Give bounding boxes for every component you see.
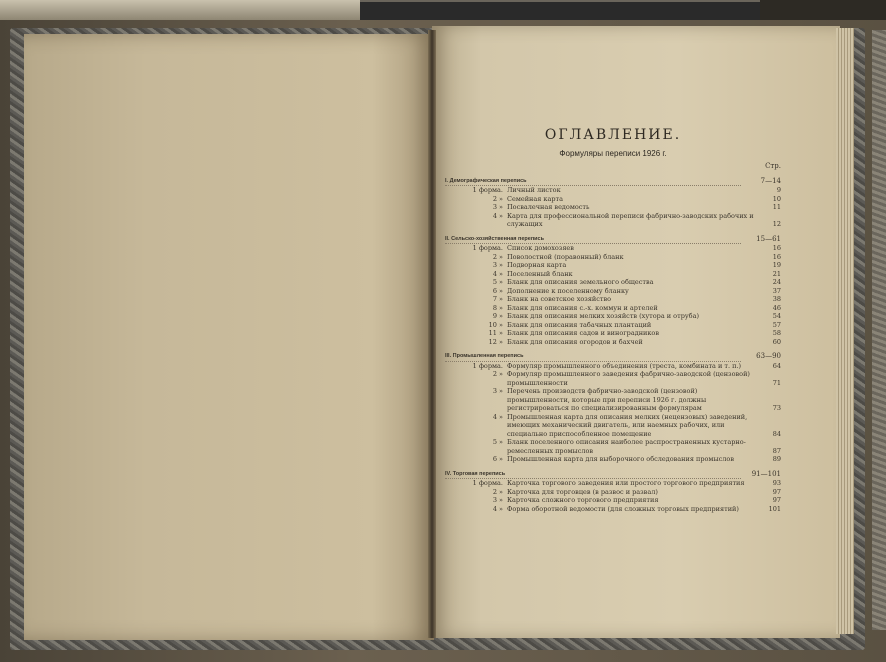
toc-entry	[445, 287, 781, 296]
entry-title: Карточка для торговцев (в развос и развал)	[507, 487, 658, 496]
entry-page: 16	[772, 244, 781, 252]
toc-entry	[445, 387, 781, 413]
entry-title: Бланк для описания с.-х. коммун и артелей	[507, 303, 658, 312]
entry-page: 87	[772, 446, 781, 455]
entry-title: Карточка сложного торгового предприятия	[507, 496, 659, 504]
entry-form-number: 6 »	[492, 286, 503, 295]
entry-page: 58	[772, 329, 781, 337]
entry-page: 12	[772, 220, 781, 228]
entry-title: Промышленная карта для выборочного обследования промыслов	[507, 455, 734, 463]
entry-title: Поволостной (поравонный) бланк	[507, 252, 624, 261]
entry-form-number: 2 »	[492, 370, 503, 378]
entry-page: 11	[772, 203, 781, 211]
toc-entry	[445, 270, 781, 279]
entry-form-number: 4 »	[492, 269, 503, 278]
entry-title: Дополнение к поселенному бланку	[507, 286, 629, 295]
toc-sections	[445, 177, 781, 514]
toc-entry	[445, 195, 781, 204]
entry-form-number: 1 форма.	[472, 479, 503, 487]
toc-entry	[445, 244, 781, 253]
entry-form-number: 4 »	[492, 412, 503, 421]
toc-entry	[445, 438, 781, 455]
entry-page: 37	[772, 286, 781, 295]
toc-entry	[445, 278, 781, 287]
entry-page: 71	[772, 378, 781, 387]
entry-page: 93	[772, 479, 781, 487]
entry-title: Поселенный бланк	[507, 269, 573, 278]
entry-title: Формуляр промышленного заведения фабрично-заводской (цензовой) промышленности	[507, 370, 750, 387]
toc-title: ОГЛАВЛЕНИЕ.	[544, 127, 682, 143]
entry-form-number: 1 форма.	[472, 186, 503, 194]
entry-page: 60	[772, 337, 781, 346]
section-pages: 15—61	[756, 234, 781, 243]
entry-form-number: 2 »	[492, 487, 503, 496]
entry-form-number: 8 »	[492, 303, 503, 312]
entry-title: Бланк для описания огородов и бахчей	[507, 337, 643, 346]
toc-entry	[445, 479, 781, 488]
entry-page: 57	[772, 320, 781, 329]
section-title: II. Сельско-хозяйственная перепись	[445, 235, 741, 245]
entry-form-number: 3 »	[492, 261, 503, 269]
entry-form-number: 3 »	[492, 387, 503, 395]
toc-subtitle: Формуляры переписи 1926 г.	[559, 148, 667, 158]
entry-form-number: 9 »	[492, 312, 503, 320]
table-of-contents	[445, 126, 781, 513]
toc-entry	[445, 312, 781, 321]
entry-form-number: 4 »	[492, 211, 503, 220]
toc-entry	[445, 203, 781, 212]
entry-title: Бланк на советское хозяйство	[507, 295, 612, 303]
entry-title: Семейная карта	[507, 194, 563, 203]
section-pages: 91—101	[751, 469, 781, 478]
entry-form-number: 1 форма.	[472, 361, 503, 370]
entry-page: 9	[776, 186, 781, 194]
toc-entry	[445, 370, 781, 387]
section-pages: 7—14	[760, 176, 781, 185]
book-gutter	[428, 30, 436, 638]
entry-title: Промышленная карта для описания мелких (нецензовых) заведений, имеющих механический двигатель, или наемных рабочих, или специально приспособленное помещение	[507, 412, 748, 438]
entry-title: Перечень производств фабрично-заводской (цензовой) промышленности, которые при переписи 1926 г. должны регистрироваться по специализированным формулярам	[507, 387, 707, 412]
toc-entry	[445, 329, 781, 338]
entry-title: Бланк для описания мелких хозяйств (хутора и отруба)	[507, 312, 699, 320]
entry-page: 73	[772, 404, 781, 412]
entry-page: 84	[772, 429, 781, 438]
page-column-header: Стр.	[765, 162, 781, 170]
entry-form-number: 11 »	[488, 329, 503, 337]
adjacent-book-edge	[872, 30, 886, 630]
toc-entry	[445, 455, 781, 464]
entry-form-number: 2 »	[492, 252, 503, 261]
entry-page: 24	[772, 278, 781, 286]
entry-title: Подворная карта	[507, 261, 567, 269]
page-edges	[836, 28, 854, 634]
top-book-spine	[360, 0, 760, 20]
entry-page: 54	[772, 312, 781, 320]
entry-title: Карточка торгового заведения или простого торгового предприятия	[507, 479, 745, 487]
toc-section-heading	[445, 352, 781, 362]
toc-entry	[445, 212, 781, 229]
entry-form-number: 5 »	[492, 438, 503, 446]
entry-form-number: 12 »	[488, 337, 503, 346]
section-title: IV. Торговая перепись	[445, 470, 741, 480]
entry-title: Бланк для описания табачных плантаций	[507, 320, 652, 329]
entry-page: 46	[772, 303, 781, 312]
toc-entry	[445, 261, 781, 270]
entry-page: 38	[772, 295, 781, 303]
entry-form-number: 3 »	[492, 496, 503, 504]
entry-title: Форма оборотной ведомости (для сложных торговых предприятий)	[507, 504, 739, 513]
toc-entry	[445, 505, 781, 514]
left-page	[24, 34, 434, 640]
entry-form-number: 3 »	[492, 203, 503, 211]
entry-form-number: 4 »	[492, 504, 503, 513]
toc-entry	[445, 488, 781, 497]
toc-entry	[445, 186, 781, 195]
toc-entry	[445, 496, 781, 505]
entry-title: Посвалечная ведомость	[507, 203, 590, 211]
entry-page: 10	[772, 194, 781, 203]
toc-entry	[445, 295, 781, 304]
section-pages: 63—90	[756, 352, 781, 360]
section-title: III. Промышленная перепись	[445, 352, 741, 362]
entry-form-number: 5 »	[492, 278, 503, 286]
entry-page: 101	[768, 504, 781, 513]
toc-entry	[445, 304, 781, 313]
entry-page: 89	[772, 455, 781, 463]
toc-entry	[445, 253, 781, 262]
toc-section-heading	[445, 177, 781, 187]
entry-form-number: 10 »	[488, 320, 503, 329]
entry-page: 97	[772, 487, 781, 496]
entry-title: Бланк для описания садов и виноградников	[507, 329, 660, 337]
toc-entry	[445, 321, 781, 330]
entry-title: Бланк для описания земельного общества	[507, 278, 654, 286]
entry-form-number: 7 »	[492, 295, 503, 303]
toc-entry	[445, 338, 781, 347]
toc-entry	[445, 362, 781, 371]
entry-title: Формуляр промышленного объединения (треста, комбината и т. п.)	[507, 361, 742, 370]
entry-title: Личный листок	[507, 186, 561, 194]
entry-page: 21	[772, 269, 781, 278]
entry-form-number: 1 форма.	[472, 244, 503, 252]
toc-entry	[445, 413, 781, 439]
entry-page: 19	[772, 261, 781, 269]
entry-page: 97	[772, 496, 781, 504]
toc-section-heading	[445, 235, 781, 245]
section-title: I. Демографическая перепись	[445, 177, 741, 187]
entry-page: 16	[772, 252, 781, 261]
entry-title: Карта для профессиональной переписи фабрично-заводских рабочих и служащих	[507, 211, 754, 228]
toc-section-heading	[445, 470, 781, 480]
entry-title: Бланк поселенного описания наиболее распространенных кустарно-ремесленных промыслов	[507, 438, 746, 455]
entry-form-number: 6 »	[492, 455, 503, 463]
entry-form-number: 2 »	[492, 194, 503, 203]
entry-title: Список домохозяев	[507, 244, 574, 252]
entry-page: 64	[772, 361, 781, 370]
